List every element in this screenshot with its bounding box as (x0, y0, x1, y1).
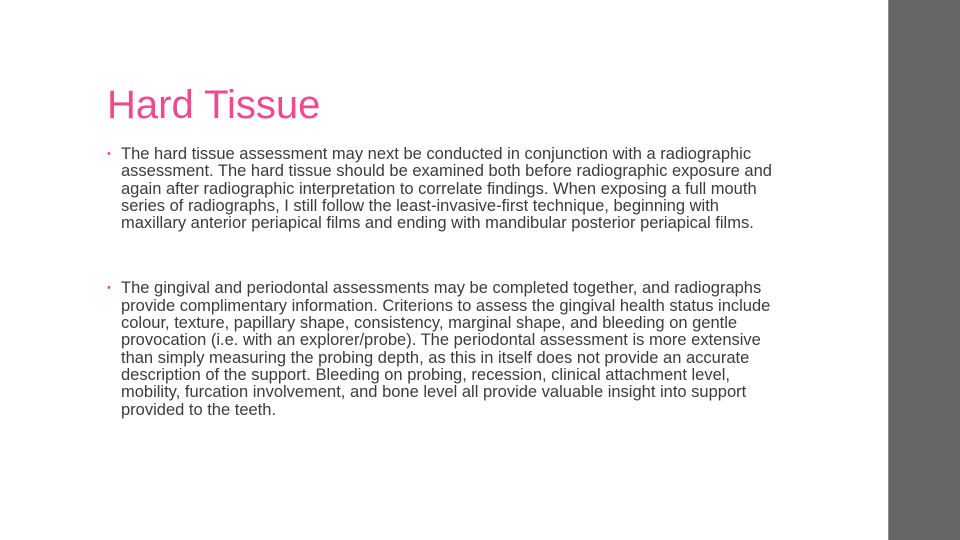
bullet-text: The hard tissue assessment may next be conducted in conjunction with a radiographic assessment. The hard tissue should be examined both before radiographic exposure and again after radiographic interpretation to correlate findings. When exposing a full mouth series of radiographs, I still follow the least-invasive-first technique, beginning with maxillary anterior periapical films and ending with mandibular posterior periapical films. (121, 145, 772, 233)
bullet-icon: • (107, 148, 111, 160)
bullet-item-periodontal (107, 280, 777, 418)
bullet-list (107, 146, 777, 419)
bullet-item-hard-tissue (107, 146, 777, 232)
bullet-text: The gingival and periodontal assessments may be completed together, and radiographs provide complimentary information. Criterions to assess the gingival health status include colour, texture, papillary shape, consistency, marginal shape, and bleeding on gentle provocation (i.e. with an explorer/probe). The periodontal assessment is more extensive than simply measuring the probing depth, as this in itself does not provide an accurate description of the support. Bleeding on probing, recession, clinical attachment level, mobility, furcation involvement, and bone level all provide valuable insight into support provided to the teeth. (121, 279, 771, 419)
slide-title: Hard Tissue (107, 83, 321, 127)
decorative-side-bar (889, 0, 960, 540)
bullet-icon: • (107, 282, 111, 295)
